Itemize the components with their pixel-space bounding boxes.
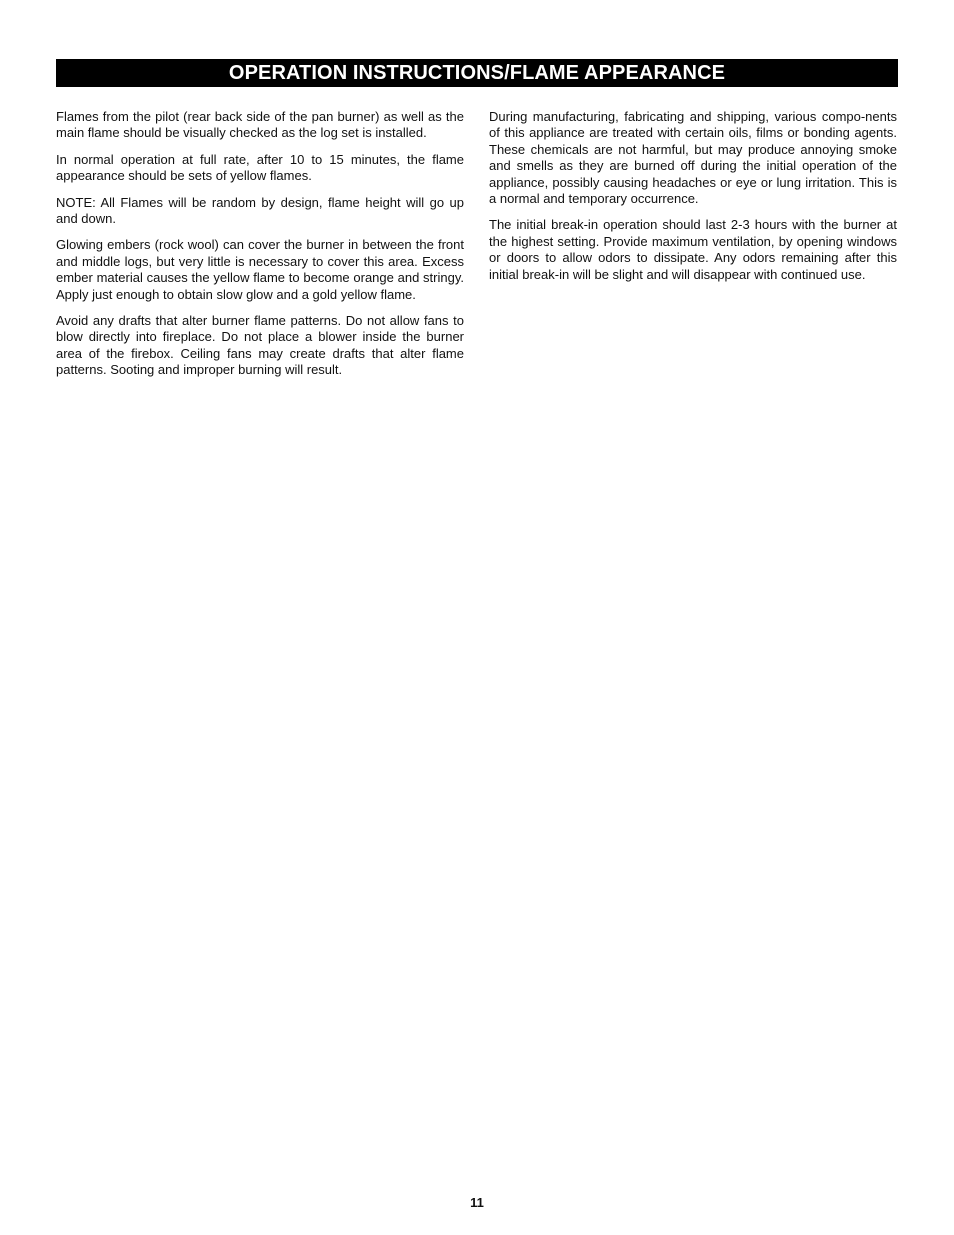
paragraph-avoid-drafts: Avoid any drafts that alter burner flame patterns. Do not allow fans to blow directly into fireplace. Do not place a blower inside the burner area of the firebox. Ceiling fans may create drafts that alter flame patterns. Sooting and improper burning will result. <box>56 313 464 378</box>
page-number: 11 <box>470 1195 484 1210</box>
right-column <box>489 109 897 293</box>
paragraph-break-in: The initial break-in operation should last 2-3 hours with the burner at the highest setting. Provide maximum ventilation, by opening windows or doors to allow odors to dissipate. Any odors remaining after this initial break-in will be slight and will disappear with continued use. <box>489 217 897 282</box>
paragraph-glowing-embers: Glowing embers (rock wool) can cover the burner in between the front and middle logs, but very little is necessary to cover this area. Excess ember material causes the yellow flame to become orange and stringy. Apply just enough to obtain slow glow and a gold yellow flame. <box>56 237 464 302</box>
left-column <box>56 109 464 389</box>
section-title-bar <box>56 59 898 87</box>
paragraph-note-random-flames: NOTE: All Flames will be random by design, flame height will go up and down. <box>56 194 464 227</box>
section-title: OPERATION INSTRUCTIONS/FLAME APPEARANCE <box>228 62 726 84</box>
paragraph-normal-operation: In normal operation at full rate, after 10 to 15 minutes, the flame appearance should be sets of yellow flames. <box>56 151 464 184</box>
paragraph-pilot-check: Flames from the pilot (rear back side of the pan burner) as well as the main flame should be visually checked as the log set is installed. <box>56 109 464 141</box>
paragraph-manufacturing-oils: During manufacturing, fabricating and shipping, various compo-nents of this appliance are treated with certain oils, films or bonding agents. These chemicals are not harmful, but may produce annoying smoke and smells as they are burned off during the initial operation of the appliance, possibly causing headaches or eye or lung irritation. This is a normal and temporary occurrence. <box>489 109 897 207</box>
